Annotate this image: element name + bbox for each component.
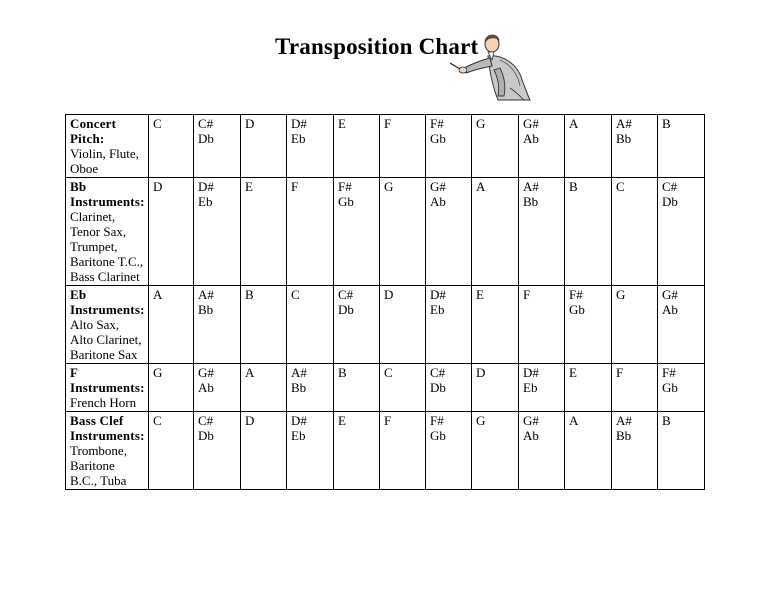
- note-cell: [519, 178, 565, 286]
- note-cell: [149, 412, 194, 490]
- note-enharmonic: Db: [430, 380, 446, 395]
- note-cell: [658, 286, 705, 364]
- note-cell: [426, 412, 472, 490]
- note-cell: [334, 412, 380, 490]
- note-name: F: [291, 179, 299, 194]
- note-cell: [612, 364, 658, 412]
- note-cell: [472, 178, 519, 286]
- instrument-group-name: Bass Clef Instruments:: [70, 413, 145, 443]
- note-cell: [380, 286, 426, 364]
- instrument-group-name: F Instruments:: [70, 365, 145, 395]
- note-name: A: [153, 287, 163, 302]
- note-name: C#: [198, 413, 214, 428]
- note-cell: [149, 364, 194, 412]
- note-cell: [149, 115, 194, 178]
- note-cell: [334, 178, 380, 286]
- note-name: G#: [523, 413, 539, 428]
- note-name: F#: [662, 365, 676, 380]
- note-enharmonic: Db: [338, 302, 354, 317]
- note-enharmonic: Gb: [338, 194, 354, 209]
- note-enharmonic: Bb: [291, 380, 307, 395]
- conductor-icon: [448, 30, 532, 102]
- note-cell: [472, 412, 519, 490]
- note-cell: [287, 412, 334, 490]
- note-cell: [565, 178, 612, 286]
- note-enharmonic: Bb: [523, 194, 539, 209]
- note-name: A: [569, 413, 579, 428]
- note-name: D#: [430, 287, 446, 302]
- table-row: [66, 364, 705, 412]
- note-cell: [658, 115, 705, 178]
- note-cell: [380, 364, 426, 412]
- table-row: [66, 115, 705, 178]
- note-name: G: [476, 413, 486, 428]
- note-name: D: [245, 116, 255, 131]
- note-enharmonic: Eb: [430, 302, 445, 317]
- note-enharmonic: Bb: [616, 428, 632, 443]
- note-name: C#: [430, 365, 446, 380]
- instrument-group-name: Eb Instruments:: [70, 287, 145, 317]
- note-name: G#: [430, 179, 446, 194]
- note-enharmonic: Gb: [430, 131, 446, 146]
- note-cell: [241, 364, 287, 412]
- note-cell: [612, 286, 658, 364]
- note-name: F#: [569, 287, 583, 302]
- note-name: A#: [616, 413, 632, 428]
- note-name: C: [153, 413, 162, 428]
- note-name: C: [291, 287, 300, 302]
- note-name: C: [153, 116, 162, 131]
- note-name: D#: [523, 365, 539, 380]
- note-name: A#: [523, 179, 539, 194]
- note-name: F#: [430, 116, 444, 131]
- note-cell: [658, 412, 705, 490]
- note-name: E: [476, 287, 484, 302]
- note-cell: [287, 115, 334, 178]
- note-cell: [380, 178, 426, 286]
- note-cell: [519, 412, 565, 490]
- note-enharmonic: Eb: [291, 428, 306, 443]
- note-cell: [565, 115, 612, 178]
- note-name: F#: [338, 179, 352, 194]
- note-enharmonic: Gb: [569, 302, 585, 317]
- note-name: B: [662, 116, 671, 131]
- note-cell: [194, 286, 241, 364]
- note-name: G: [384, 179, 394, 194]
- note-enharmonic: Eb: [523, 380, 538, 395]
- note-cell: [380, 115, 426, 178]
- instrument-group-name: Concert Pitch:: [70, 116, 117, 146]
- note-cell: [149, 178, 194, 286]
- note-name: E: [338, 413, 346, 428]
- note-name: A#: [616, 116, 632, 131]
- note-cell: [194, 364, 241, 412]
- note-name: D: [245, 413, 255, 428]
- note-name: D#: [291, 413, 307, 428]
- note-cell: [149, 286, 194, 364]
- note-name: G#: [198, 365, 214, 380]
- note-cell: [380, 412, 426, 490]
- instrument-list: Violin, Flute, Oboe: [70, 146, 139, 176]
- note-name: B: [338, 365, 347, 380]
- note-cell: [612, 115, 658, 178]
- note-cell: [334, 115, 380, 178]
- note-enharmonic: Ab: [198, 380, 214, 395]
- note-cell: [241, 412, 287, 490]
- note-cell: [426, 178, 472, 286]
- note-name: A: [569, 116, 579, 131]
- instrument-list: Clarinet, Tenor Sax, Trumpet, Baritone T.C., Bass Clarinet: [70, 209, 144, 284]
- note-name: C: [616, 179, 625, 194]
- instrument-list: Trombone, Baritone B.C., Tuba: [70, 443, 127, 488]
- note-enharmonic: Bb: [616, 131, 632, 146]
- note-cell: [658, 178, 705, 286]
- transposition-table: [65, 114, 705, 490]
- note-cell: [612, 412, 658, 490]
- note-enharmonic: Ab: [523, 428, 539, 443]
- note-name: G: [476, 116, 486, 131]
- note-cell: [658, 364, 705, 412]
- note-name: F: [384, 116, 392, 131]
- note-cell: [287, 364, 334, 412]
- note-name: F: [523, 287, 531, 302]
- note-enharmonic: Db: [662, 194, 678, 209]
- note-name: G#: [523, 116, 539, 131]
- note-name: D#: [198, 179, 214, 194]
- instrument-group-name: Bb Instruments:: [70, 179, 145, 209]
- note-name: F: [384, 413, 392, 428]
- note-name: B: [245, 287, 254, 302]
- note-name: D#: [291, 116, 307, 131]
- note-cell: [426, 115, 472, 178]
- note-cell: [565, 364, 612, 412]
- note-name: D: [153, 179, 163, 194]
- instrument-list: Alto Sax, Alto Clarinet, Baritone Sax: [70, 317, 142, 362]
- note-name: A#: [198, 287, 214, 302]
- instrument-label-cell: [66, 115, 149, 178]
- note-name: E: [245, 179, 253, 194]
- note-enharmonic: Ab: [430, 194, 446, 209]
- note-name: A: [245, 365, 255, 380]
- note-name: A#: [291, 365, 307, 380]
- note-name: G: [153, 365, 163, 380]
- instrument-label-cell: [66, 412, 149, 490]
- note-cell: [334, 364, 380, 412]
- note-name: F: [616, 365, 624, 380]
- note-cell: [472, 115, 519, 178]
- note-enharmonic: Ab: [523, 131, 539, 146]
- instrument-label-cell: [66, 286, 149, 364]
- instrument-label-cell: [66, 364, 149, 412]
- note-cell: [426, 286, 472, 364]
- note-name: C#: [662, 179, 678, 194]
- note-name: F#: [430, 413, 444, 428]
- note-cell: [472, 364, 519, 412]
- note-name: E: [569, 365, 577, 380]
- note-cell: [241, 115, 287, 178]
- note-cell: [565, 412, 612, 490]
- note-name: B: [662, 413, 671, 428]
- note-enharmonic: Gb: [430, 428, 446, 443]
- note-enharmonic: Eb: [291, 131, 306, 146]
- note-cell: [565, 286, 612, 364]
- note-enharmonic: Gb: [662, 380, 678, 395]
- note-cell: [612, 178, 658, 286]
- note-name: A: [476, 179, 486, 194]
- note-cell: [334, 286, 380, 364]
- note-enharmonic: Ab: [662, 302, 678, 317]
- note-name: C#: [198, 116, 214, 131]
- instrument-list: French Horn: [70, 395, 137, 410]
- note-cell: [241, 286, 287, 364]
- note-name: D: [476, 365, 486, 380]
- note-name: E: [338, 116, 346, 131]
- note-enharmonic: Bb: [198, 302, 214, 317]
- note-cell: [194, 412, 241, 490]
- note-cell: [194, 115, 241, 178]
- note-cell: [287, 178, 334, 286]
- table-row: [66, 286, 705, 364]
- instrument-label-cell: [66, 178, 149, 286]
- note-cell: [426, 364, 472, 412]
- note-name: C#: [338, 287, 354, 302]
- note-cell: [519, 364, 565, 412]
- note-cell: [241, 178, 287, 286]
- note-cell: [519, 115, 565, 178]
- note-name: C: [384, 365, 393, 380]
- note-name: D: [384, 287, 394, 302]
- note-cell: [194, 178, 241, 286]
- note-cell: [519, 286, 565, 364]
- note-enharmonic: Db: [198, 428, 214, 443]
- note-enharmonic: Db: [198, 131, 214, 146]
- note-name: G: [616, 287, 626, 302]
- note-cell: [287, 286, 334, 364]
- table-row: [66, 412, 705, 490]
- note-name: B: [569, 179, 578, 194]
- note-enharmonic: Eb: [198, 194, 213, 209]
- table-row: [66, 178, 705, 286]
- note-cell: [472, 286, 519, 364]
- note-name: G#: [662, 287, 678, 302]
- page-title: Transposition Chart: [275, 34, 479, 59]
